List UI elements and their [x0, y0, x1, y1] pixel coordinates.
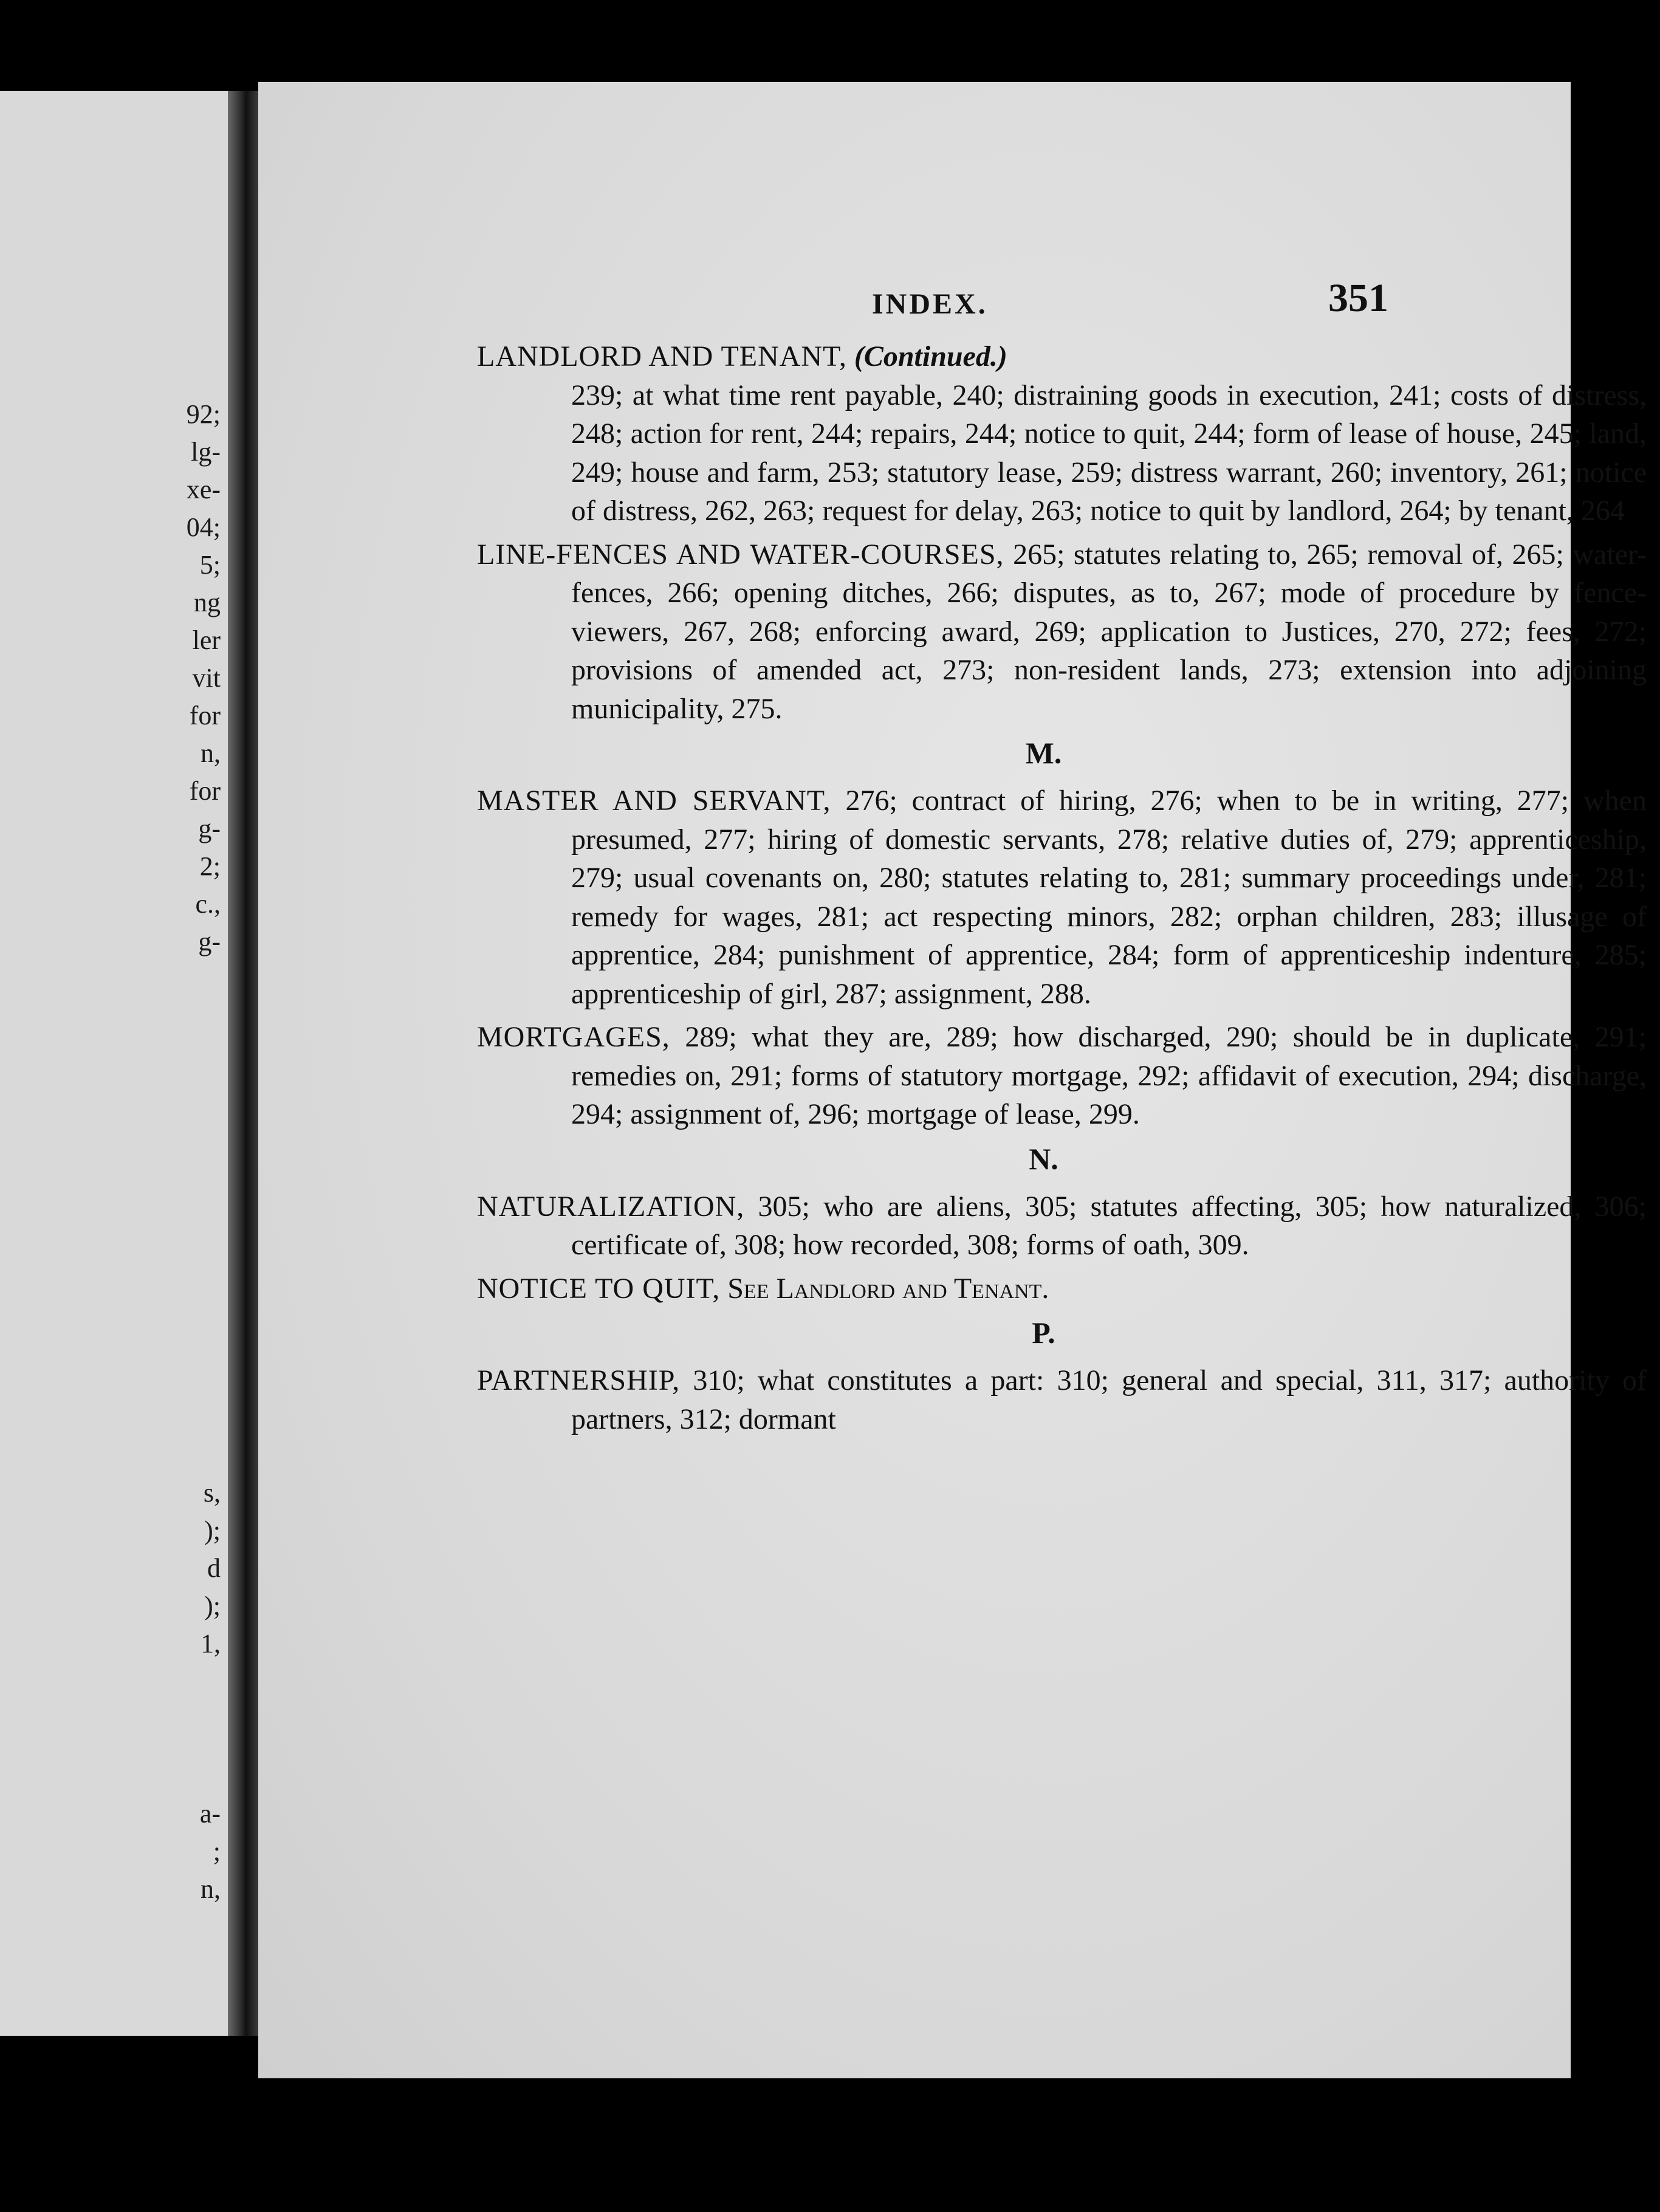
facing-page-fragment: for: [189, 776, 221, 806]
facing-page-fragment: 92;: [186, 399, 221, 429]
entry-headword: LINE-FENCES AND WATER-COURSES,: [477, 538, 1004, 571]
index-entry-naturalization: [477, 1187, 1647, 1265]
running-head: INDEX.: [872, 288, 988, 320]
facing-page-fragment: ;: [213, 1836, 221, 1866]
facing-page: [0, 91, 228, 2036]
index-entry-landlord-and-tenant: [477, 337, 1647, 531]
facing-page-fragment: n,: [201, 1874, 221, 1904]
facing-page-fragment: ng: [194, 588, 221, 617]
entry-headword: LANDLORD AND TENANT,: [477, 340, 847, 373]
facing-page-fragment: xe-: [186, 475, 221, 504]
facing-page-fragment: g-: [198, 927, 221, 957]
book-spine: [228, 91, 258, 2036]
index-page: [258, 82, 1647, 2078]
entry-continued: (Continued.): [854, 340, 1007, 373]
index-entry-partnership: [477, 1361, 1647, 1438]
facing-page-fragment: g-: [198, 814, 221, 843]
facing-page-fragment: a-: [199, 1799, 221, 1829]
entry-text: 276; contract of hiring, 276; when to be in writing, 277; when presumed, 277; hiring of domestic servants, 278; relative duties of, 279; apprenticeship, 279; usual covenants on, 280; statutes relating to, 281; summary proceedings under, 281; remedy for wages, 281; act respecting minors, 282; orphan children, 283; illusage of apprentice, 284; punishment of apprentice, 284; form of apprenticeship indenture, 285; apprenticeship of girl, 287; assignment, 288.: [571, 785, 1647, 1010]
section-letter-p: P.: [1032, 1316, 1055, 1350]
entry-text: 310; what constitutes a part: 310; general and special, 311, 317; authority of partners, 312; dormant: [571, 1364, 1647, 1435]
facing-page-fragment: );: [204, 1516, 221, 1545]
index-entry-notice-to-quit: [477, 1269, 1647, 1308]
entry-headword: MORTGAGES,: [477, 1021, 670, 1053]
section-letter-n: N.: [1029, 1141, 1058, 1176]
index-list: [477, 337, 1647, 1443]
index-entry-line-fences: [477, 535, 1647, 729]
entry-headword: NATURALIZATION,: [477, 1190, 745, 1223]
facing-page-fragment: 04;: [186, 512, 221, 542]
entry-text: 239; at what time rent payable, 240; distraining goods in execution, 241; costs of distress, 248; action for rent, 244; repairs, 244; notice to quit, 244; form of lease of house, 245; land, 249; house and farm, 253; statutory lease, 259; distress warrant, 260; inventory, 261; notice of distress, 262, 263; request for delay, 263; notice to quit by landlord, 264; by tenant, 264: [571, 379, 1647, 527]
index-entry-master-and-servant: [477, 781, 1647, 1013]
facing-page-fragment: vit: [192, 663, 221, 693]
facing-page-fragment: ler: [192, 625, 221, 655]
page-header: [258, 275, 1388, 324]
entry-headword: PARTNERSHIP,: [477, 1364, 681, 1396]
facing-page-fragment: for: [189, 701, 221, 730]
facing-page-fragment: lg-: [191, 437, 221, 467]
section-letter-m: M.: [1025, 736, 1062, 770]
index-entry-mortgages: [477, 1018, 1647, 1134]
facing-page-fragment: c.,: [195, 889, 221, 919]
entry-text: 289; what they are, 289; how discharged, 290; should be in duplicate, 291; remedies on, 291; forms of statutory mortgage, 292; affidavit of execution, 294; discharge, 294; assignment of, 296; mortgage of lease, 299.: [571, 1021, 1647, 1130]
entry-text: 265; statutes relating to, 265; removal of, 265; water-fences, 266; opening ditches, 266; disputes, as to, 267; mode of procedure by fence-viewers, 267, 268; enforcing award, 269; application to Justices, 270, 272; fees, 272; provisions of amended act, 273; non-resident lands, 273; extension into adjoining municipality, 275.: [571, 538, 1647, 725]
page-number: 351: [1328, 276, 1388, 320]
facing-page-fragment: d: [207, 1553, 221, 1583]
facing-page-fragment: n,: [201, 738, 221, 768]
entry-headword: MASTER AND SERVANT,: [477, 785, 831, 817]
entry-text: 305; who are aliens, 305; statutes affecting, 305; how naturalized, 306; certificate of, 308; how recorded, 308; forms of oath, 309.: [571, 1190, 1647, 1261]
entry-see-reference: See Landlord and Tenant.: [727, 1272, 1049, 1305]
facing-page-fragment: s,: [203, 1478, 221, 1508]
facing-page-fragment: 5;: [199, 550, 221, 580]
facing-page-fragment: 1,: [201, 1629, 221, 1658]
facing-page-fragment: );: [204, 1591, 221, 1621]
entry-headword: NOTICE TO QUIT,: [477, 1272, 721, 1305]
facing-page-fragment: 2;: [199, 851, 221, 881]
